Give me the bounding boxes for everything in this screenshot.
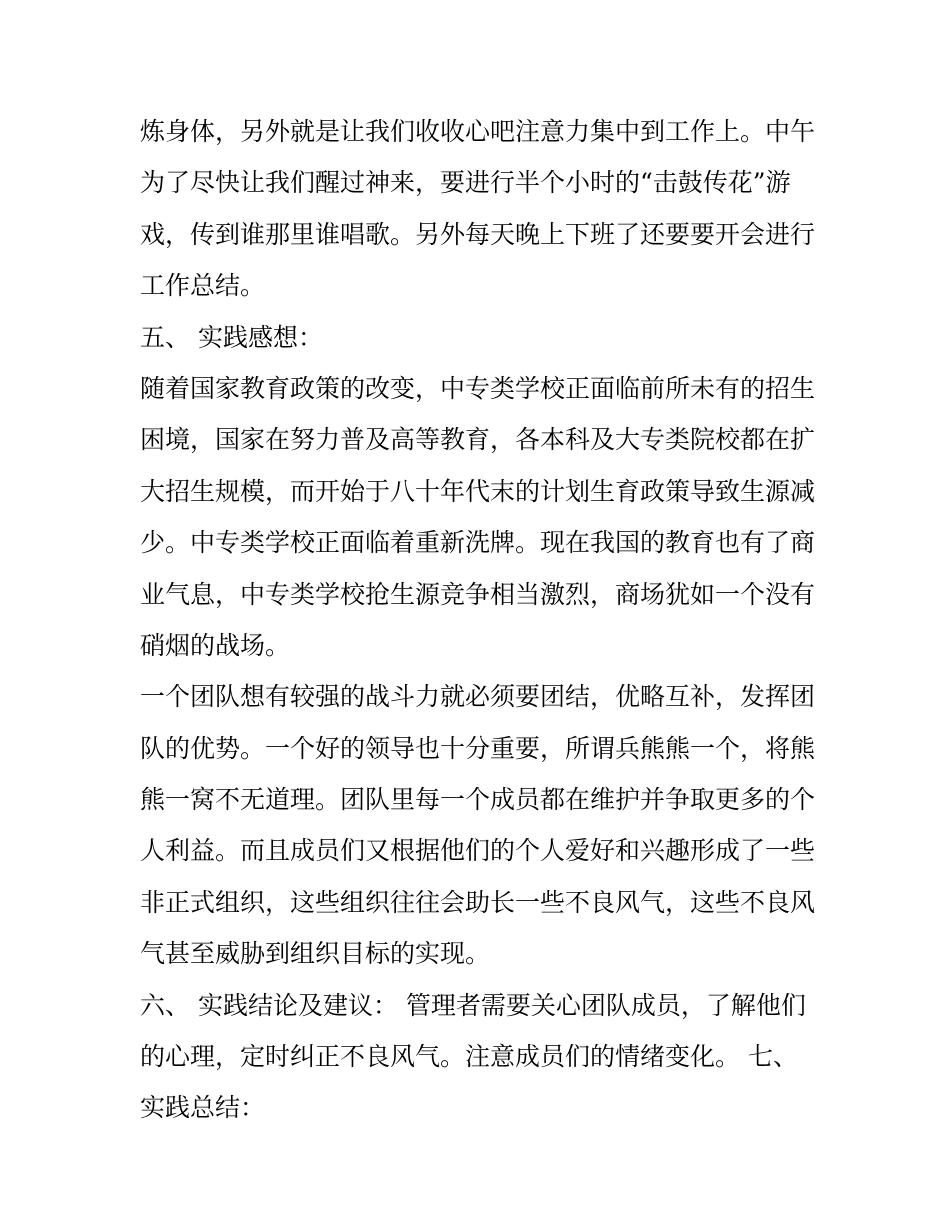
- text-line: 的心理，定时纠正不良风气。注意成员们的情绪变化。 七、: [140, 1042, 798, 1072]
- text-line: 熊一窝不无道理。团队里每一个成员都在维护并争取更多的个: [140, 785, 816, 815]
- text-line: 少。中专类学校正面临着重新洗牌。现在我国的教育也有了商: [140, 528, 816, 558]
- text-line: 戏，传到谁那里谁唱歌。另外每天晚上下班了还要要开会进行: [140, 219, 816, 249]
- text-line: 随着国家教育政策的改变，中专类学校正面临前所未有的招生: [140, 373, 816, 403]
- text-line: 大招生规模，而开始于八十年代末的计划生育政策导致生源减: [140, 476, 816, 506]
- body-text: [140, 106, 820, 1134]
- text-line: 工作总结。: [140, 271, 266, 301]
- text-line: 队的优势。一个好的领导也十分重要，所谓兵熊熊一个，将熊: [140, 733, 816, 763]
- text-line: 硝烟的战场。: [140, 630, 291, 660]
- section-heading-7: 实践总结：: [140, 1093, 266, 1123]
- section-heading-5: 五、 实践感想：: [140, 322, 323, 352]
- text-line: 非正式组织，这些组织往往会助长一些不良风气，这些不良风: [140, 887, 816, 917]
- text-line: 困境，国家在努力普及高等教育，各本科及大专类院校都在扩: [140, 425, 816, 455]
- text-line: 业气息，中专类学校抢生源竞争相当激烈，商场犹如一个没有: [140, 579, 816, 609]
- text-line: 为了尽快让我们醒过神来，要进行半个小时的“击鼓传花”游: [140, 168, 791, 198]
- section-heading-6: 六、 实践结论及建议： 管理者需要关心团队成员，了解他们: [140, 990, 806, 1020]
- text-line: 人利益。而且成员们又根据他们的个人爱好和兴趣形成了一些: [140, 836, 816, 866]
- text-line: 炼身体，另外就是让我们收收心吧注意力集中到工作上。中午: [140, 117, 816, 146]
- text-line: 一个团队想有较强的战斗力就必须要团结，优略互补，发挥团: [140, 682, 816, 712]
- text-line: 气甚至威胁到组织目标的实现。: [140, 939, 491, 969]
